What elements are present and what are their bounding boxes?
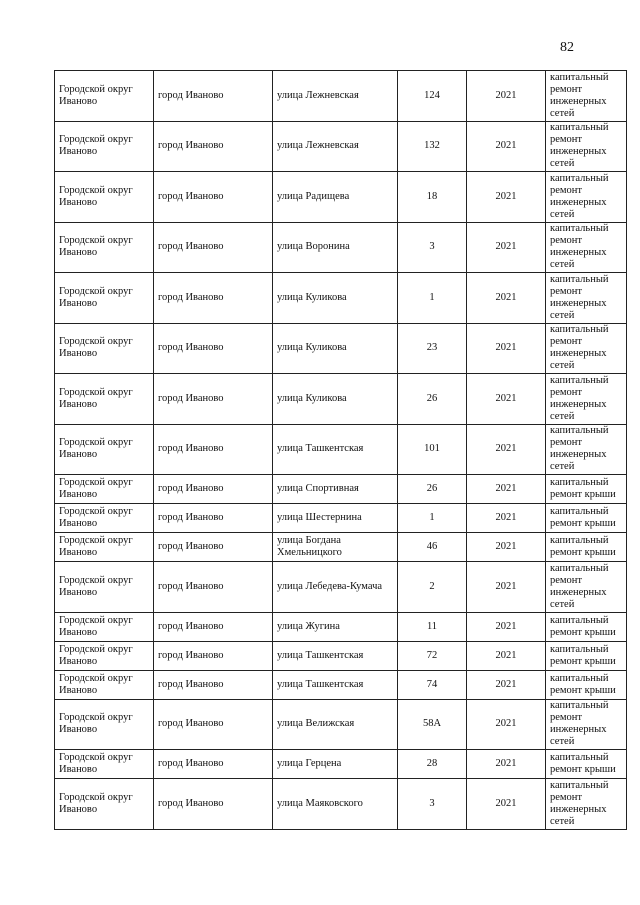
city-cell: город Иваново [154,670,273,699]
table-row [55,374,627,425]
table-row [55,699,627,750]
house-cell: 18 [398,172,467,223]
house-cell: 26 [398,475,467,504]
district-cell: Городской округ Иваново [55,670,154,699]
street-cell: улица Шестернина [273,504,398,533]
street-cell: улица Лежневская [273,71,398,122]
street-cell: улица Герцена [273,750,398,779]
table-row [55,779,627,830]
table-row [55,533,627,562]
table-row [55,504,627,533]
year-cell: 2021 [467,612,546,641]
house-cell: 74 [398,670,467,699]
city-cell: город Иваново [154,750,273,779]
year-cell: 2021 [467,504,546,533]
house-cell: 58А [398,699,467,750]
city-cell: город Иваново [154,504,273,533]
district-cell: Городской округ Иваново [55,71,154,122]
street-cell: улица Богдана Хмельницкого [273,533,398,562]
house-cell: 101 [398,424,467,475]
house-cell: 46 [398,533,467,562]
city-cell: город Иваново [154,475,273,504]
house-cell: 11 [398,612,467,641]
year-cell: 2021 [467,172,546,223]
year-cell: 2021 [467,222,546,273]
city-cell: город Иваново [154,71,273,122]
year-cell: 2021 [467,699,546,750]
city-cell: город Иваново [154,612,273,641]
district-cell: Городской округ Иваново [55,121,154,172]
city-cell: город Иваново [154,699,273,750]
table-row [55,670,627,699]
district-cell: Городской округ Иваново [55,562,154,613]
year-cell: 2021 [467,71,546,122]
city-cell: город Иваново [154,172,273,223]
house-cell: 132 [398,121,467,172]
year-cell: 2021 [467,121,546,172]
district-cell: Городской округ Иваново [55,699,154,750]
city-cell: город Иваново [154,641,273,670]
district-cell: Городской округ Иваново [55,222,154,273]
table-row [55,323,627,374]
street-cell: улица Велижская [273,699,398,750]
work-cell: капитальный ремонт инженерных сетей [546,71,627,122]
house-cell: 23 [398,323,467,374]
district-cell: Городской округ Иваново [55,504,154,533]
table-row [55,424,627,475]
work-cell: капитальный ремонт инженерных сетей [546,374,627,425]
work-cell: капитальный ремонт инженерных сетей [546,424,627,475]
house-cell: 3 [398,779,467,830]
street-cell: улица Куликова [273,273,398,324]
year-cell: 2021 [467,562,546,613]
year-cell: 2021 [467,533,546,562]
work-cell: капитальный ремонт инженерных сетей [546,699,627,750]
work-cell: капитальный ремонт инженерных сетей [546,121,627,172]
district-cell: Городской округ Иваново [55,323,154,374]
street-cell: улица Спортивная [273,475,398,504]
work-cell: капитальный ремонт инженерных сетей [546,222,627,273]
table-row [55,612,627,641]
house-cell: 124 [398,71,467,122]
work-cell: капитальный ремонт инженерных сетей [546,779,627,830]
year-cell: 2021 [467,670,546,699]
district-cell: Городской округ Иваново [55,475,154,504]
district-cell: Городской округ Иваново [55,424,154,475]
house-cell: 72 [398,641,467,670]
page-number: 82 [560,40,574,55]
street-cell: улица Ташкентская [273,424,398,475]
house-cell: 26 [398,374,467,425]
work-cell: капитальный ремонт крыши [546,475,627,504]
house-cell: 3 [398,222,467,273]
district-cell: Городской округ Иваново [55,641,154,670]
year-cell: 2021 [467,641,546,670]
street-cell: улица Радищева [273,172,398,223]
house-cell: 28 [398,750,467,779]
table-row [55,121,627,172]
year-cell: 2021 [467,475,546,504]
street-cell: улица Воронина [273,222,398,273]
work-cell: капитальный ремонт крыши [546,750,627,779]
street-cell: улица Куликова [273,323,398,374]
work-cell: капитальный ремонт крыши [546,641,627,670]
work-cell: капитальный ремонт крыши [546,670,627,699]
district-cell: Городской округ Иваново [55,612,154,641]
district-cell: Городской округ Иваново [55,273,154,324]
year-cell: 2021 [467,273,546,324]
work-cell: капитальный ремонт инженерных сетей [546,562,627,613]
city-cell: город Иваново [154,779,273,830]
city-cell: город Иваново [154,424,273,475]
city-cell: город Иваново [154,562,273,613]
work-cell: капитальный ремонт крыши [546,533,627,562]
house-cell: 2 [398,562,467,613]
city-cell: город Иваново [154,533,273,562]
city-cell: город Иваново [154,323,273,374]
year-cell: 2021 [467,374,546,425]
year-cell: 2021 [467,323,546,374]
table-row [55,222,627,273]
work-cell: капитальный ремонт инженерных сетей [546,172,627,223]
table-row [55,71,627,122]
district-cell: Городской округ Иваново [55,750,154,779]
district-cell: Городской округ Иваново [55,779,154,830]
table-body [55,71,627,830]
street-cell: улица Лежневская [273,121,398,172]
street-cell: улица Лебедева-Кумача [273,562,398,613]
district-cell: Городской округ Иваново [55,172,154,223]
table-row [55,475,627,504]
repair-registry-table [54,70,627,830]
table-row [55,562,627,613]
table-row [55,172,627,223]
city-cell: город Иваново [154,121,273,172]
work-cell: капитальный ремонт крыши [546,504,627,533]
year-cell: 2021 [467,424,546,475]
city-cell: город Иваново [154,273,273,324]
house-cell: 1 [398,273,467,324]
work-cell: капитальный ремонт крыши [546,612,627,641]
district-cell: Городской округ Иваново [55,374,154,425]
work-cell: капитальный ремонт инженерных сетей [546,273,627,324]
house-cell: 1 [398,504,467,533]
city-cell: город Иваново [154,374,273,425]
street-cell: улица Ташкентская [273,641,398,670]
street-cell: улица Куликова [273,374,398,425]
year-cell: 2021 [467,779,546,830]
table-row [55,750,627,779]
year-cell: 2021 [467,750,546,779]
table-row [55,641,627,670]
work-cell: капитальный ремонт инженерных сетей [546,323,627,374]
street-cell: улица Ташкентская [273,670,398,699]
city-cell: город Иваново [154,222,273,273]
street-cell: улица Маяковского [273,779,398,830]
street-cell: улица Жугина [273,612,398,641]
table-row [55,273,627,324]
district-cell: Городской округ Иваново [55,533,154,562]
